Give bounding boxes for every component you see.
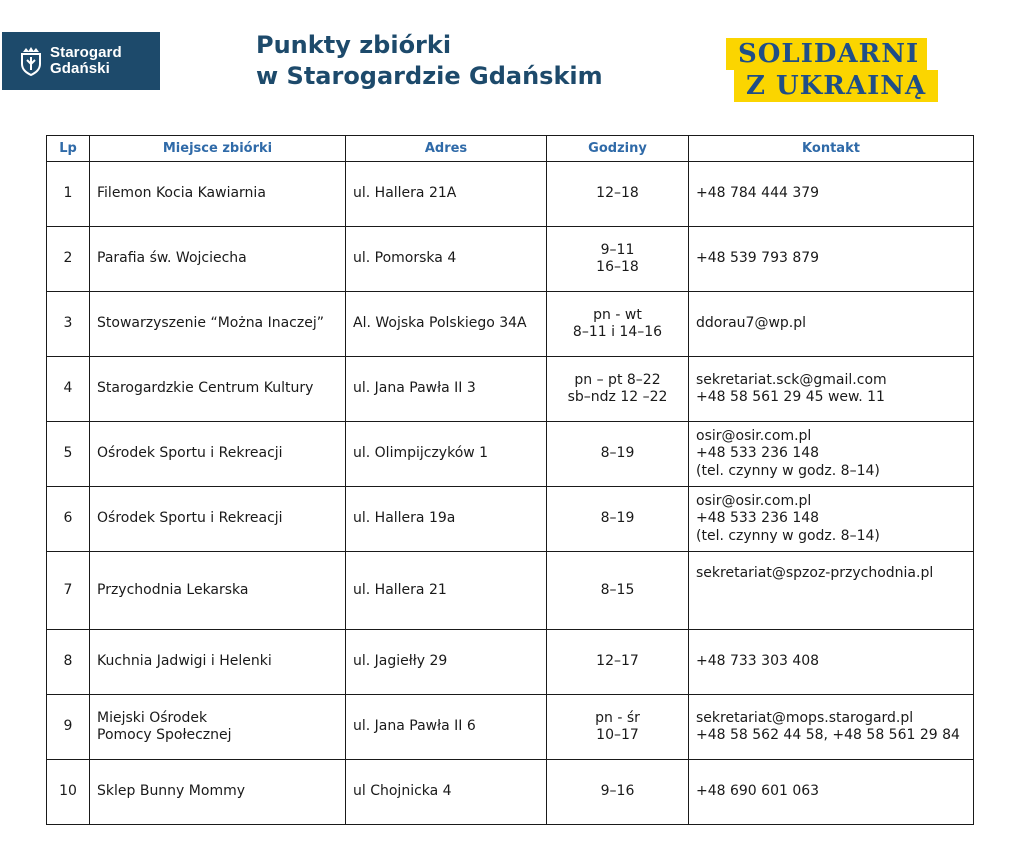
table-header-row bbox=[47, 136, 974, 162]
contact-line: +48 733 303 408 bbox=[696, 653, 820, 670]
place-line: Miejski Ośrodek bbox=[97, 709, 208, 726]
cell-address: ul. Jana Pawła II 6 bbox=[346, 695, 547, 760]
cell-contact bbox=[689, 630, 974, 695]
table-row bbox=[47, 695, 974, 760]
cell-place bbox=[90, 292, 346, 357]
city-logo bbox=[2, 32, 160, 90]
cell-address: ul. Jana Pawła II 3 bbox=[346, 357, 547, 422]
table-row bbox=[47, 227, 974, 292]
contact-line: +48 533 236 148 bbox=[696, 510, 820, 527]
cell-place bbox=[90, 422, 346, 487]
hours-line: 8–19 bbox=[600, 445, 635, 462]
table-row bbox=[47, 552, 974, 630]
cell-contact bbox=[689, 422, 974, 487]
cell-contact bbox=[689, 695, 974, 760]
column-header-contact: Kontakt bbox=[689, 136, 974, 162]
title-line-1: Punkty zbiórki bbox=[256, 31, 452, 59]
hours-line: 12–17 bbox=[596, 653, 639, 670]
table-row bbox=[47, 292, 974, 357]
hours-line: 8–11 i 14–16 bbox=[572, 324, 663, 340]
cell-address: ul. Hallera 21 bbox=[346, 552, 547, 630]
cell-place bbox=[90, 227, 346, 292]
contact-line: sekretariat.sck@gmail.com bbox=[696, 371, 887, 388]
hours-line: 8–15 bbox=[600, 581, 635, 598]
hours-line: 16–18 bbox=[596, 259, 639, 275]
cell-lp: 6 bbox=[47, 487, 90, 552]
hours-line: 10–17 bbox=[596, 727, 639, 743]
cell-hours bbox=[547, 552, 689, 630]
cell-place bbox=[90, 760, 346, 825]
badge-line-2: Z UKRAINĄ bbox=[734, 70, 938, 102]
collection-points-table bbox=[46, 135, 974, 825]
logo-line-2: Gdański bbox=[50, 60, 110, 77]
cell-hours bbox=[547, 162, 689, 227]
cell-contact bbox=[689, 162, 974, 227]
column-header-hours: Godziny bbox=[547, 136, 689, 162]
place-line: Pomocy Społecznej bbox=[97, 727, 232, 743]
column-header-address: Adres bbox=[346, 136, 547, 162]
place-line: Parafia św. Wojciecha bbox=[97, 250, 247, 267]
cell-lp: 8 bbox=[47, 630, 90, 695]
cell-lp: 4 bbox=[47, 357, 90, 422]
hours-line: pn – pt 8–22 bbox=[574, 371, 661, 388]
place-line: Stowarzyszenie “Można Inaczej” bbox=[97, 315, 324, 332]
cell-place bbox=[90, 630, 346, 695]
contact-line: osir@osir.com.pl bbox=[696, 492, 812, 509]
hours-line: sb–ndz 12 –22 bbox=[567, 389, 668, 405]
cell-hours bbox=[547, 227, 689, 292]
contact-line: (tel. czynny w godz. 8–14) bbox=[696, 527, 880, 544]
cell-place bbox=[90, 357, 346, 422]
cell-place bbox=[90, 162, 346, 227]
contact-line: osir@osir.com.pl bbox=[696, 427, 812, 444]
cell-lp: 10 bbox=[47, 760, 90, 825]
page-title bbox=[256, 30, 603, 92]
place-line: Kuchnia Jadwigi i Helenki bbox=[97, 653, 272, 670]
contact-line: +48 690 601 063 bbox=[696, 783, 820, 800]
hours-line: pn - śr bbox=[595, 709, 640, 726]
cell-lp: 2 bbox=[47, 227, 90, 292]
cell-hours bbox=[547, 292, 689, 357]
cell-address: ul Chojnicka 4 bbox=[346, 760, 547, 825]
place-line: Sklep Bunny Mommy bbox=[97, 783, 245, 800]
contact-line: +48 784 444 379 bbox=[696, 185, 820, 202]
contact-line: +48 58 562 44 58, +48 58 561 29 84 bbox=[696, 727, 960, 743]
cell-contact bbox=[689, 552, 974, 630]
cell-hours bbox=[547, 630, 689, 695]
contact-line: +48 539 793 879 bbox=[696, 250, 820, 267]
cell-lp: 7 bbox=[47, 552, 90, 630]
title-line-2: w Starogardzie Gdańskim bbox=[256, 62, 603, 90]
table-row bbox=[47, 162, 974, 227]
cell-lp: 3 bbox=[47, 292, 90, 357]
table-row bbox=[47, 357, 974, 422]
cell-contact bbox=[689, 292, 974, 357]
contact-line: ddorau7@wp.pl bbox=[696, 315, 807, 332]
cell-address: ul. Hallera 21A bbox=[346, 162, 547, 227]
cell-lp: 5 bbox=[47, 422, 90, 487]
cell-lp: 1 bbox=[47, 162, 90, 227]
hours-line: 12–18 bbox=[596, 185, 639, 202]
hours-line: 9–16 bbox=[600, 783, 635, 800]
cell-address: ul. Pomorska 4 bbox=[346, 227, 547, 292]
place-line: Przychodnia Lekarska bbox=[97, 581, 249, 598]
cell-contact bbox=[689, 357, 974, 422]
cell-hours bbox=[547, 422, 689, 487]
logo-line-1: Starogard bbox=[50, 44, 122, 61]
cell-address: ul. Jagiełły 29 bbox=[346, 630, 547, 695]
contact-line: (tel. czynny w godz. 8–14) bbox=[696, 462, 880, 479]
cell-address: ul. Olimpijczyków 1 bbox=[346, 422, 547, 487]
contact-line: +48 533 236 148 bbox=[696, 445, 820, 462]
place-line: Ośrodek Sportu i Rekreacji bbox=[97, 510, 283, 527]
badge-line-1: SOLIDARNI bbox=[726, 38, 927, 70]
cell-contact bbox=[689, 487, 974, 552]
contact-line: sekretariat@spzoz-przychodnia.pl bbox=[696, 565, 934, 581]
cell-hours bbox=[547, 357, 689, 422]
contact-line: +48 58 561 29 45 wew. 11 bbox=[696, 389, 885, 405]
crown-crest-icon bbox=[20, 46, 42, 76]
table-row bbox=[47, 630, 974, 695]
cell-hours bbox=[547, 695, 689, 760]
solidarity-badge bbox=[726, 38, 938, 102]
table-row bbox=[47, 487, 974, 552]
place-line: Starogardzkie Centrum Kultury bbox=[97, 380, 314, 397]
cell-place bbox=[90, 695, 346, 760]
cell-place bbox=[90, 487, 346, 552]
cell-hours bbox=[547, 487, 689, 552]
cell-address: Al. Wojska Polskiego 34A bbox=[346, 292, 547, 357]
cell-address: ul. Hallera 19a bbox=[346, 487, 547, 552]
place-line: Filemon Kocia Kawiarnia bbox=[97, 185, 266, 202]
hours-line: 8–19 bbox=[600, 510, 635, 527]
place-line: Ośrodek Sportu i Rekreacji bbox=[97, 445, 283, 462]
cell-hours bbox=[547, 760, 689, 825]
cell-lp: 9 bbox=[47, 695, 90, 760]
contact-line: sekretariat@mops.starogard.pl bbox=[696, 709, 914, 726]
column-header-place: Miejsce zbiórki bbox=[90, 136, 346, 162]
hours-line: 9–11 bbox=[600, 241, 635, 258]
hours-line: pn - wt bbox=[593, 306, 642, 323]
cell-place bbox=[90, 552, 346, 630]
cell-contact bbox=[689, 760, 974, 825]
column-header-lp: Lp bbox=[47, 136, 90, 162]
table-row bbox=[47, 422, 974, 487]
cell-contact bbox=[689, 227, 974, 292]
table-row bbox=[47, 760, 974, 825]
